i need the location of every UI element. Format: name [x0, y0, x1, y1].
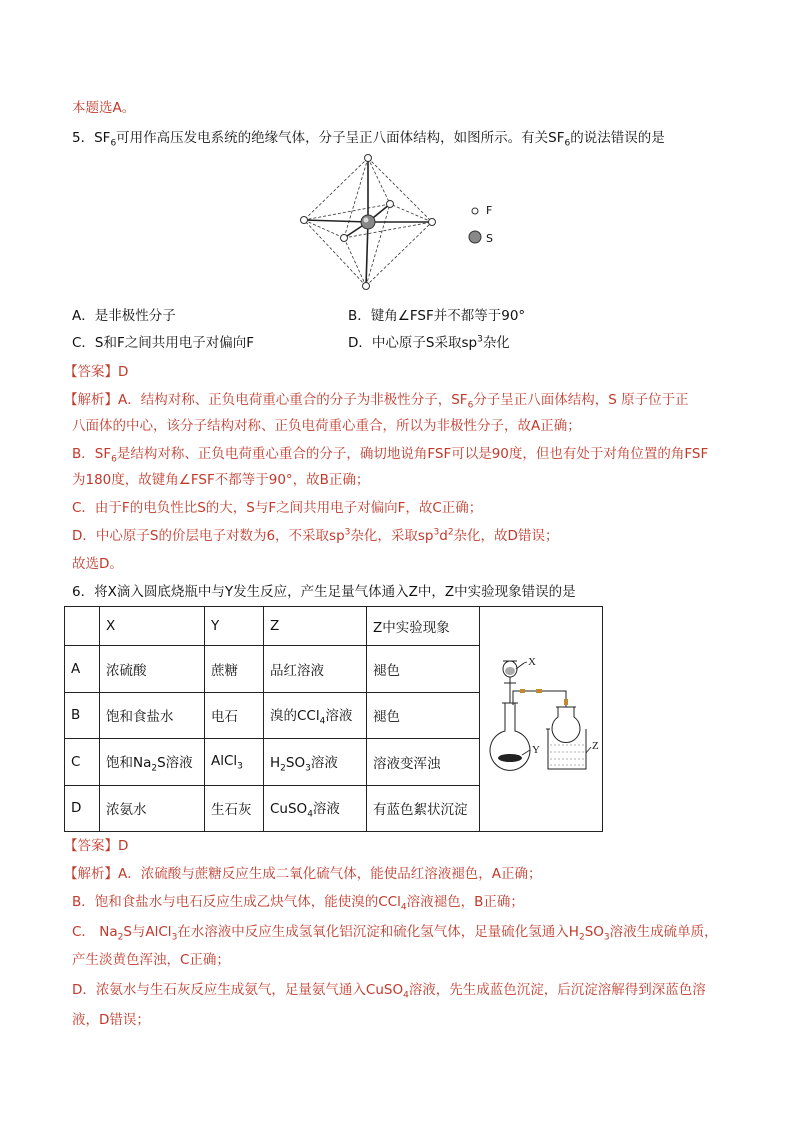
q5-analysis-d: D．中心原子S的价层电子对数为6，不采取$sp^3$杂化，采取$sp^3d^2$杂化，故D错误；	[72, 527, 559, 544]
header-phenomenon: Z中实验现象	[367, 607, 480, 646]
q6-analysis-d2: 液，D错误；	[72, 1012, 150, 1028]
q5-option-c: C．S和F之间共用电子对偏向F	[72, 335, 255, 351]
header-blank	[65, 607, 100, 646]
header-y: Y	[205, 607, 264, 646]
q6-analysis-c1: C． $Na_2S$与AlCl$_3$在水溶液中反应生成氢氧化铝沉淀和硫化氢气体，足量硫化氢通入$H_2SO_3$溶液生成硫单质，	[72, 924, 718, 943]
cell-y: 生石灰	[205, 785, 264, 831]
legend-f-label: F	[486, 204, 493, 217]
s-atom-icon	[468, 230, 482, 244]
q5-option-a: A．是非极性分子	[72, 308, 176, 324]
cell-x: 浓氨水	[100, 785, 205, 831]
f-atom-icon	[468, 204, 482, 218]
q5-analysis-a2: 八面体的中心，该分子结构对称、正负电荷重心重合，所以为非极性分子，故A正确；	[72, 418, 581, 434]
cell-z: CuSO$_4$溶液	[264, 785, 367, 831]
q5-answer: 【答案】D	[64, 364, 129, 380]
q5-stem: 5．$SF_6$可用作高压发电系统的绝缘气体，分子呈正八面体结构，如图所示。有关$SF_6$的说法错误的是	[72, 130, 665, 149]
cell-phenomenon: 有蓝色絮状沉淀	[367, 785, 480, 831]
q6-answer: 【答案】D	[64, 838, 129, 854]
figure-legend	[468, 204, 528, 254]
header-z: Z	[264, 607, 367, 646]
cell-x: 饱和$Na_2S$溶液	[100, 739, 205, 785]
cell-z: 溴的CCl$_4$溶液	[264, 692, 367, 738]
q6-stem: 6．将X滴入圆底烧瓶中与Y发生反应，产生足量气体通入Z中，Z中实验现象错误的是	[72, 584, 576, 600]
cell-x: 浓硫酸	[100, 646, 205, 692]
q5-analysis-b1: B．$SF_6$是结构对称、正负电荷重心重合的分子，确切地说角FSF可以是90度，但也有处于对角位置的角FSF	[72, 446, 709, 465]
table-header-row	[65, 607, 603, 646]
cell-phenomenon: 溶液变浑浊	[367, 739, 480, 785]
q5-analysis-c: C．由于F的电负性比S的大，S与F之间共用电子对偏向F，故C正确；	[72, 500, 483, 516]
q6-analysis-c2: 产生淡黄色浑浊，C正确；	[72, 952, 230, 968]
cell-y: 电石	[205, 692, 264, 738]
apparatus-label-y: Y	[532, 744, 540, 756]
legend-s-label: S	[486, 232, 493, 245]
q6-analysis-d1: D．浓氨水与生石灰反应生成氨气，足量氨气通入CuSO$_4$溶液，先生成蓝色沉淀，后沉淀溶解得到深蓝色溶	[72, 982, 706, 1001]
row-label: C	[65, 739, 100, 785]
q5-analysis-b2: 为180度，故键角∠FSF不都等于90°，故B正确；	[72, 472, 370, 488]
cell-z: 品红溶液	[264, 646, 367, 692]
cell-phenomenon: 褪色	[367, 646, 480, 692]
cell-phenomenon: 褪色	[367, 692, 480, 738]
q6-analysis-a: 【解析】A．浓硫酸与蔗糖反应生成二氧化硫气体，能使品红溶液褪色，A正确；	[64, 866, 542, 882]
apparatus-diagram	[480, 607, 602, 827]
apparatus-label-x: X	[528, 656, 536, 668]
cell-z: $H_2SO_3$溶液	[264, 739, 367, 785]
q5-option-d: D．中心原子S采取$sp^3$杂化	[348, 334, 510, 351]
apparatus-label-z: Z	[592, 740, 599, 752]
header-x: X	[100, 607, 205, 646]
q5-option-b: B．键角∠FSF并不都等于90°	[348, 308, 526, 324]
q5-conclusion: 故选D。	[72, 556, 123, 572]
q5-analysis-a1: 【解析】A．结构对称、正负电荷重心重合的分子为非极性分子，$SF_6$分子呈正八面体结构，S 原子位于正	[64, 392, 689, 411]
apparatus-cell	[480, 607, 603, 832]
cell-y: AlCl$_3$	[205, 739, 264, 785]
cell-x: 饱和食盐水	[100, 692, 205, 738]
q6-table	[64, 606, 603, 832]
row-label: B	[65, 692, 100, 738]
previous-conclusion: 本题选A。	[72, 100, 136, 116]
cell-y: 蔗糖	[205, 646, 264, 692]
row-label: D	[65, 785, 100, 831]
q6-analysis-b: B．饱和食盐水与电石反应生成乙炔气体，能使溴的CCl$_4$溶液褪色，B正确；	[72, 894, 524, 913]
row-label: A	[65, 646, 100, 692]
